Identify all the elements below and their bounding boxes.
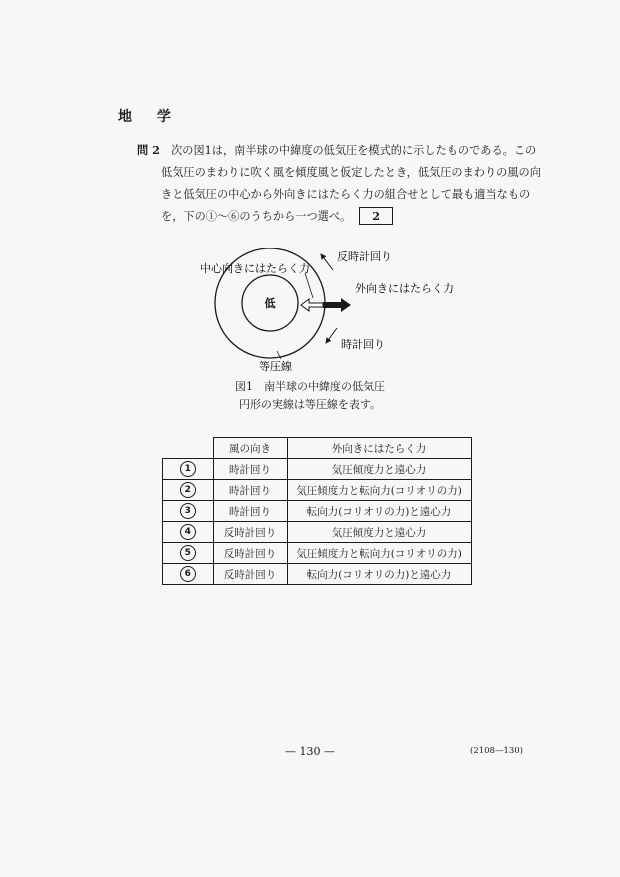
table-row bbox=[163, 459, 472, 480]
question-line-1: 問 2 次の図1は，南半球の中緯度の低気圧を模式的に示したものである。この bbox=[137, 143, 537, 157]
question-label: 問 2 bbox=[137, 143, 160, 157]
question-line-4: を，下の①～⑥のうちから一つ選べ。 2 bbox=[137, 206, 527, 228]
figure-1-diagram bbox=[195, 248, 455, 373]
table-row bbox=[163, 564, 472, 585]
table-header-blank bbox=[163, 438, 214, 459]
wind-cell: 時計回り bbox=[213, 459, 287, 480]
table-row bbox=[163, 480, 472, 501]
choice-number: 3 bbox=[180, 503, 196, 519]
page-number: — 130 — bbox=[285, 745, 335, 758]
choice-number: 4 bbox=[180, 524, 196, 540]
table-header-force: 外向きにはたらく力 bbox=[287, 438, 471, 459]
question-line-2: 低気圧のまわりに吹く風を傾度風と仮定したとき，低気圧のまわりの風の向 bbox=[161, 166, 541, 179]
wind-cell: 時計回り bbox=[213, 501, 287, 522]
force-cell: 転向力(コリオリの力)と遠心力 bbox=[287, 501, 471, 522]
inward-force-label: 中心向きにはたらく力 bbox=[200, 262, 310, 275]
table-header-row bbox=[163, 438, 472, 459]
choices-table bbox=[162, 437, 472, 585]
table-header-wind: 風の向き bbox=[213, 438, 287, 459]
inward-force-arrow bbox=[301, 299, 323, 311]
cw-label: 時計回り bbox=[341, 338, 385, 351]
ccw-label: 反時計回り bbox=[337, 250, 392, 263]
answer-box: 2 bbox=[359, 207, 393, 225]
exam-code: (2108—130) bbox=[470, 746, 523, 756]
low-pressure-center: 低 bbox=[264, 297, 276, 310]
isobar-label: 等圧線 bbox=[259, 360, 292, 373]
cw-arrow-icon bbox=[326, 328, 337, 343]
choice-number: 6 bbox=[180, 566, 196, 582]
force-cell: 気圧傾度力と転向力(コリオリの力) bbox=[287, 480, 471, 501]
ccw-arrow-icon bbox=[321, 254, 333, 270]
wind-cell: 反時計回り bbox=[213, 564, 287, 585]
force-cell: 気圧傾度力と遠心力 bbox=[287, 522, 471, 543]
wind-cell: 反時計回り bbox=[213, 543, 287, 564]
outward-force-label: 外向きにはたらく力 bbox=[355, 282, 454, 295]
choice-number: 2 bbox=[180, 482, 196, 498]
outward-force-arrow bbox=[323, 298, 351, 312]
wind-cell: 時計回り bbox=[213, 480, 287, 501]
table-row bbox=[163, 522, 472, 543]
force-cell: 気圧傾度力と転向力(コリオリの力) bbox=[287, 543, 471, 564]
question-text bbox=[137, 139, 541, 228]
subject-title: 地 学 bbox=[118, 109, 181, 125]
wind-cell: 反時計回り bbox=[213, 522, 287, 543]
force-cell: 気圧傾度力と遠心力 bbox=[287, 459, 471, 480]
table-row bbox=[163, 501, 472, 522]
figure-caption-note: 円形の実線は等圧線を表す。 bbox=[238, 398, 382, 411]
inward-label-leader bbox=[305, 273, 313, 298]
table-row bbox=[163, 543, 472, 564]
figure-caption-title: 図1 南半球の中緯度の低気圧 bbox=[235, 380, 385, 393]
question-line-3: きと低気圧の中心から外向きにはたらく力の組合せとして最も適当なもの bbox=[161, 188, 531, 201]
force-cell: 転向力(コリオリの力)と遠心力 bbox=[287, 564, 471, 585]
choice-number: 5 bbox=[180, 545, 196, 561]
choice-number: 1 bbox=[180, 461, 196, 477]
